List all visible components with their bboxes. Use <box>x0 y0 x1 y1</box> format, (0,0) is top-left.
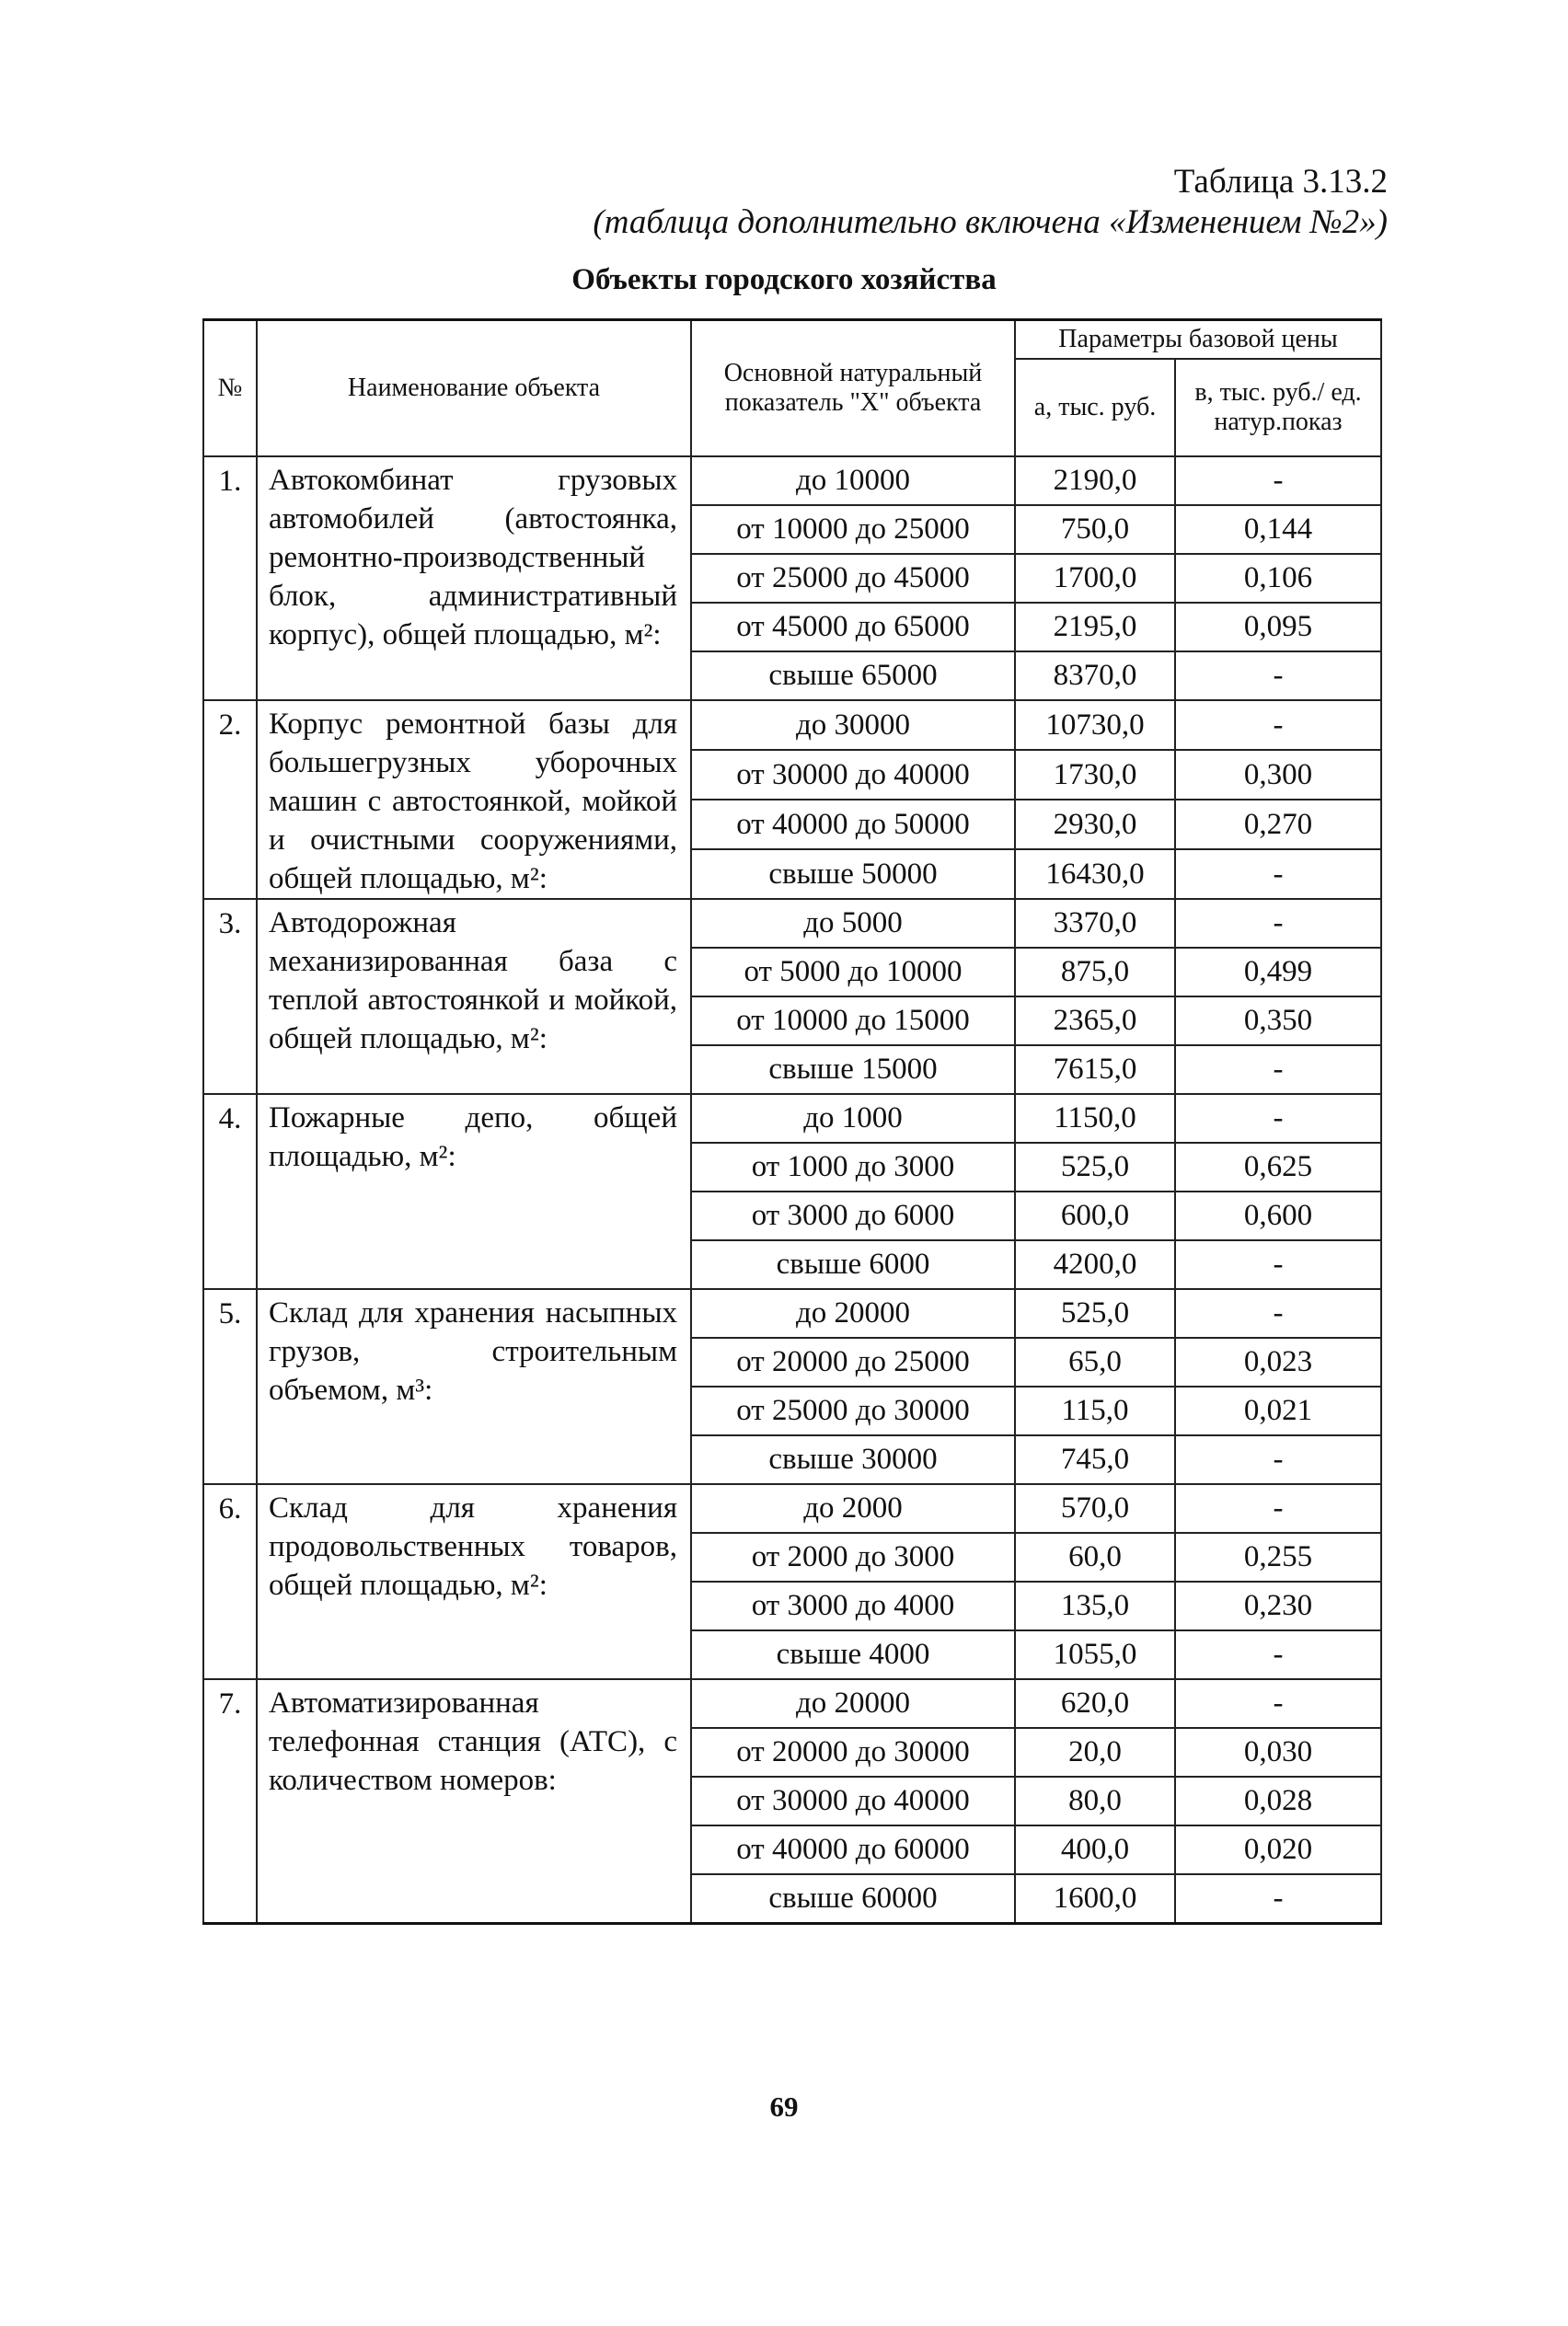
range-cell: до 10000 <box>691 456 1015 505</box>
range-cell: свыше 30000 <box>691 1435 1015 1484</box>
table-row <box>203 700 1381 750</box>
param-b-cell: - <box>1175 1289 1381 1338</box>
param-a-cell: 135,0 <box>1015 1582 1175 1630</box>
col-header-params: Параметры базовой цены <box>1015 320 1381 359</box>
param-b-cell: - <box>1175 1630 1381 1679</box>
param-a-cell: 1600,0 <box>1015 1874 1175 1924</box>
table-row <box>203 899 1381 948</box>
param-a-cell: 115,0 <box>1015 1387 1175 1435</box>
param-a-cell: 620,0 <box>1015 1679 1175 1728</box>
param-a-cell: 875,0 <box>1015 948 1175 996</box>
table-row <box>203 1094 1381 1143</box>
param-a-cell: 4200,0 <box>1015 1240 1175 1289</box>
page-number: 69 <box>769 2090 799 2123</box>
range-cell: от 1000 до 3000 <box>691 1143 1015 1192</box>
range-cell: от 10000 до 25000 <box>691 505 1015 554</box>
object-number: 1. <box>203 456 257 700</box>
object-name: Корпус ремонтной базы для большегрузных уборочных машин с автостоянкой, мойкой и очистными сооружениями, общей площадью, м²: <box>257 700 691 899</box>
range-cell: до 30000 <box>691 700 1015 750</box>
param-b-cell: 0,230 <box>1175 1582 1381 1630</box>
col-header-b: в, тыс. руб./ ед. натур.показ <box>1175 359 1381 456</box>
object-number: 7. <box>203 1679 257 1924</box>
table-title: Объекты городского хозяйства <box>571 263 997 296</box>
param-a-cell: 8370,0 <box>1015 651 1175 700</box>
param-b-cell: - <box>1175 700 1381 750</box>
table-row <box>203 1289 1381 1338</box>
param-a-cell: 60,0 <box>1015 1533 1175 1582</box>
range-cell: до 1000 <box>691 1094 1015 1143</box>
range-cell: от 20000 до 30000 <box>691 1728 1015 1777</box>
range-cell: от 45000 до 65000 <box>691 603 1015 651</box>
param-b-cell: 0,023 <box>1175 1338 1381 1387</box>
range-cell: до 20000 <box>691 1289 1015 1338</box>
param-b-cell: 0,300 <box>1175 750 1381 800</box>
param-a-cell: 16430,0 <box>1015 849 1175 899</box>
param-a-cell: 2190,0 <box>1015 456 1175 505</box>
param-b-cell: - <box>1175 651 1381 700</box>
range-cell: свыше 50000 <box>691 849 1015 899</box>
col-header-name: Наименование объекта <box>257 320 691 456</box>
param-a-cell: 600,0 <box>1015 1192 1175 1240</box>
param-b-cell: 0,028 <box>1175 1777 1381 1825</box>
object-number: 5. <box>203 1289 257 1484</box>
range-cell: от 25000 до 30000 <box>691 1387 1015 1435</box>
param-a-cell: 400,0 <box>1015 1825 1175 1874</box>
param-a-cell: 1730,0 <box>1015 750 1175 800</box>
param-a-cell: 570,0 <box>1015 1484 1175 1533</box>
range-cell: до 2000 <box>691 1484 1015 1533</box>
param-b-cell: 0,350 <box>1175 996 1381 1045</box>
range-cell: от 40000 до 50000 <box>691 800 1015 849</box>
object-number: 4. <box>203 1094 257 1289</box>
object-name: Склад для хранения продовольственных товаров, общей площадью, м²: <box>257 1484 691 1679</box>
param-a-cell: 2365,0 <box>1015 996 1175 1045</box>
range-cell: от 10000 до 15000 <box>691 996 1015 1045</box>
param-b-cell: - <box>1175 1240 1381 1289</box>
param-b-cell: - <box>1175 1679 1381 1728</box>
param-b-cell: - <box>1175 1484 1381 1533</box>
param-b-cell: 0,270 <box>1175 800 1381 849</box>
object-number: 6. <box>203 1484 257 1679</box>
range-cell: свыше 60000 <box>691 1874 1015 1924</box>
param-b-cell: 0,030 <box>1175 1728 1381 1777</box>
range-cell: от 5000 до 10000 <box>691 948 1015 996</box>
range-cell: до 20000 <box>691 1679 1015 1728</box>
range-cell: свыше 65000 <box>691 651 1015 700</box>
object-number: 3. <box>203 899 257 1094</box>
param-a-cell: 1700,0 <box>1015 554 1175 603</box>
param-b-cell: 0,095 <box>1175 603 1381 651</box>
param-b-cell: - <box>1175 849 1381 899</box>
range-cell: от 20000 до 25000 <box>691 1338 1015 1387</box>
range-cell: свыше 15000 <box>691 1045 1015 1094</box>
range-cell: свыше 4000 <box>691 1630 1015 1679</box>
param-a-cell: 2195,0 <box>1015 603 1175 651</box>
col-header-indicator: Основной натуральный показатель "Х" объекта <box>691 320 1015 456</box>
range-cell: до 5000 <box>691 899 1015 948</box>
range-cell: от 30000 до 40000 <box>691 1777 1015 1825</box>
param-a-cell: 10730,0 <box>1015 700 1175 750</box>
param-b-cell: 0,106 <box>1175 554 1381 603</box>
range-cell: от 30000 до 40000 <box>691 750 1015 800</box>
param-a-cell: 20,0 <box>1015 1728 1175 1777</box>
table-note: (таблица дополнительно включена «Изменением №2») <box>593 203 1388 241</box>
table-row <box>203 456 1381 505</box>
param-b-cell: 0,499 <box>1175 948 1381 996</box>
range-cell: от 3000 до 4000 <box>691 1582 1015 1630</box>
param-b-cell: - <box>1175 1045 1381 1094</box>
param-a-cell: 65,0 <box>1015 1338 1175 1387</box>
param-b-cell: 0,600 <box>1175 1192 1381 1240</box>
object-name: Пожарные депо, общей площадью, м²: <box>257 1094 691 1289</box>
table-body <box>203 456 1381 1924</box>
param-a-cell: 525,0 <box>1015 1289 1175 1338</box>
table-row <box>203 1484 1381 1533</box>
param-b-cell: 0,021 <box>1175 1387 1381 1435</box>
col-header-a: а, тыс. руб. <box>1015 359 1175 456</box>
param-a-cell: 3370,0 <box>1015 899 1175 948</box>
range-cell: от 25000 до 45000 <box>691 554 1015 603</box>
param-b-cell: - <box>1175 1094 1381 1143</box>
range-cell: от 3000 до 6000 <box>691 1192 1015 1240</box>
param-a-cell: 1055,0 <box>1015 1630 1175 1679</box>
table-row <box>203 1679 1381 1728</box>
param-a-cell: 1150,0 <box>1015 1094 1175 1143</box>
param-b-cell: 0,020 <box>1175 1825 1381 1874</box>
range-cell: свыше 6000 <box>691 1240 1015 1289</box>
price-table <box>202 318 1382 1925</box>
range-cell: от 40000 до 60000 <box>691 1825 1015 1874</box>
param-a-cell: 745,0 <box>1015 1435 1175 1484</box>
param-b-cell: - <box>1175 1435 1381 1484</box>
param-a-cell: 750,0 <box>1015 505 1175 554</box>
table-header <box>203 320 1381 456</box>
param-b-cell: - <box>1175 899 1381 948</box>
col-header-no: № <box>203 320 257 456</box>
object-name: Автодорожная механизированная база с теплой автостоянкой и мойкой, общей площадью, м²: <box>257 899 691 1094</box>
param-b-cell: 0,625 <box>1175 1143 1381 1192</box>
range-cell: от 2000 до 3000 <box>691 1533 1015 1582</box>
param-b-cell: - <box>1175 1874 1381 1924</box>
param-b-cell: 0,144 <box>1175 505 1381 554</box>
param-a-cell: 525,0 <box>1015 1143 1175 1192</box>
object-number: 2. <box>203 700 257 899</box>
param-b-cell: - <box>1175 456 1381 505</box>
object-name: Автокомбинат грузовых автомобилей (автостоянка, ремонтно-производственный блок, административный корпус), общей площадью, м²: <box>257 456 691 700</box>
param-b-cell: 0,255 <box>1175 1533 1381 1582</box>
object-name: Автоматизированная телефонная станция (АТС), с количеством номеров: <box>257 1679 691 1924</box>
table-number: Таблица 3.13.2 <box>1173 163 1388 201</box>
object-name: Склад для хранения насыпных грузов, строительным объемом, м³: <box>257 1289 691 1484</box>
param-a-cell: 7615,0 <box>1015 1045 1175 1094</box>
param-a-cell: 2930,0 <box>1015 800 1175 849</box>
param-a-cell: 80,0 <box>1015 1777 1175 1825</box>
